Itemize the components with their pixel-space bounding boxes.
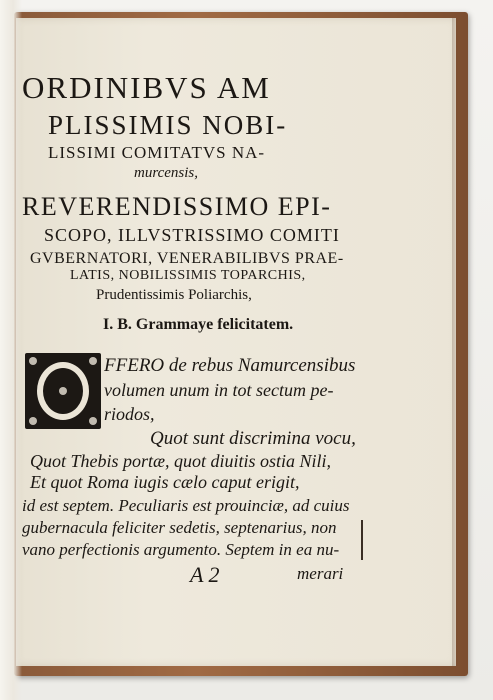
title-line-9: Prudentissimis Poliarchis, (96, 287, 252, 303)
body-line-2: volumen unum in tot sectum pe- (104, 380, 334, 400)
body-line-9: vano perfectionis argumento. Septem in ea nu- (22, 540, 340, 559)
page-edge-shadow (452, 18, 458, 666)
title-line-6: SCOPO, ILLVSTRISSIMO COMITI (44, 225, 340, 245)
title-line-5: REVERENDISSIMO EPI- (22, 192, 332, 221)
signature-mark: A 2 (190, 562, 220, 587)
title-line-7: GVBERNATORI, VENERABILIBVS PRAE- (30, 250, 344, 267)
margin-bracket-mark (361, 520, 363, 560)
body-line-3: riodos, (104, 404, 155, 424)
initial-ornament-center (59, 387, 67, 395)
decorated-initial-o (25, 353, 101, 429)
title-line-2: PLISSIMIS NOBI- (48, 110, 288, 140)
body-line-1: FFERO de rebus Namurcensibus (104, 355, 356, 376)
initial-ornament-dot (89, 417, 97, 425)
title-line-1: ORDINIBVS AM (22, 70, 271, 105)
title-line-8: LATIS, NOBILISSIMIS TOPARCHIS, (70, 268, 306, 283)
body-line-7: id est septem. Peculiaris est prouinciæ, ad cuius (22, 496, 350, 515)
body-line-4: Quot sunt discrimina vocu, (150, 428, 356, 449)
body-line-6: Et quot Roma iugis cælo caput erigit, (30, 472, 300, 492)
body-line-8: gubernacula feliciter sedetis, septenarius, non (22, 518, 337, 537)
title-line-4: murcensis, (134, 165, 199, 181)
initial-ornament-dot (29, 357, 37, 365)
initial-ornament-dot (89, 357, 97, 365)
title-line-3: LISSIMI COMITATVS NA- (48, 143, 266, 162)
facing-page-edge (0, 0, 22, 700)
body-line-5: Quot Thebis portæ, quot diuitis ostia Nili, (30, 451, 332, 471)
initial-ornament-dot (29, 417, 37, 425)
catchword: merari (297, 564, 344, 583)
dedication-line: I. B. Grammaye felicitatem. (103, 316, 294, 333)
